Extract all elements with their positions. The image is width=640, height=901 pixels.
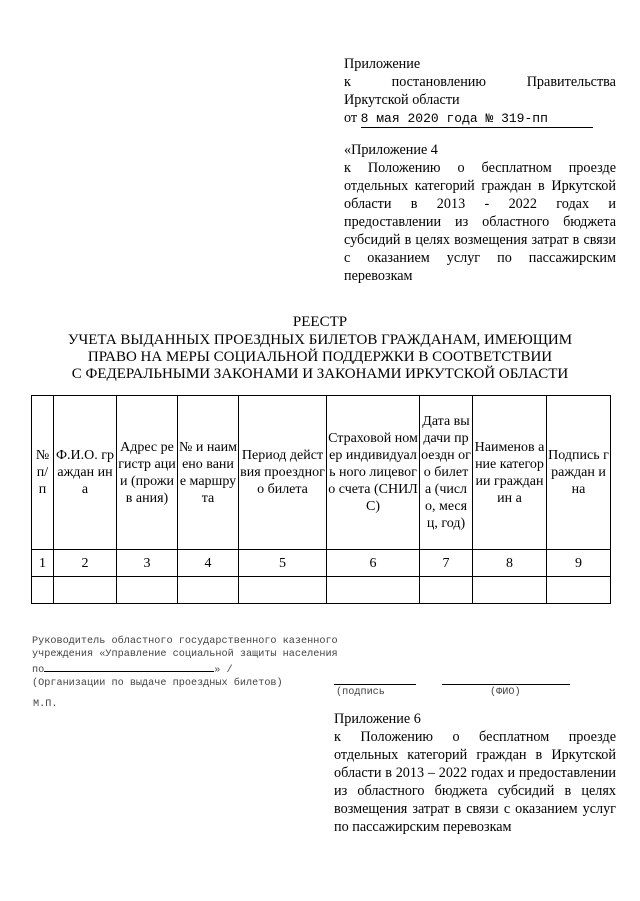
footer-line-3 xyxy=(32,661,392,677)
registry-title-2: УЧЕТА ВЫДАННЫХ ПРОЕЗДНЫХ БИЛЕТОВ ГРАЖДАНАМ, ИМЕЮЩИМ xyxy=(67,332,573,348)
number-cell: 3 xyxy=(117,550,178,577)
empty-cell xyxy=(547,577,611,604)
registry-table xyxy=(31,395,611,604)
header-cell: Период действия проездного билета xyxy=(239,396,327,550)
empty-cell xyxy=(420,577,473,604)
signature-line xyxy=(334,684,416,685)
footer-line-4: (Организации по выдаче проездных билетов) xyxy=(32,678,283,689)
empty-cell xyxy=(239,577,327,604)
number-cell: 7 xyxy=(420,550,473,577)
table-header-row xyxy=(32,396,611,550)
header-k: к xyxy=(344,74,351,90)
header-decree: постановлению xyxy=(391,74,486,90)
appendix6-title: Приложение 6 xyxy=(334,711,421,727)
empty-cell xyxy=(54,577,117,604)
registry-title-1: РЕЕСТР xyxy=(292,314,348,330)
number-cell: 2 xyxy=(54,550,117,577)
empty-cell xyxy=(473,577,547,604)
header-region: Иркутской области xyxy=(344,92,460,108)
header-cell: № и наимено вание маршру та xyxy=(178,396,239,550)
empty-cell xyxy=(32,577,54,604)
footer-po: по xyxy=(32,665,45,676)
number-cell: 5 xyxy=(239,550,327,577)
header-cell: Адрес регистр ации (прожив ания) xyxy=(117,396,178,550)
header-date-text: 8 мая 2020 года № 319-пп xyxy=(360,111,548,126)
footer-org-blank xyxy=(44,661,214,672)
header-decree-line xyxy=(344,73,616,91)
header-cell: Ф.И.О. граждан ина xyxy=(54,396,117,550)
appendix4-block xyxy=(344,141,616,285)
number-cell: 6 xyxy=(327,550,420,577)
empty-cell xyxy=(117,577,178,604)
header-date-line xyxy=(344,109,616,128)
appendix6-block xyxy=(334,710,616,836)
header-cell: Страховой номер индивидуаль ного лицевого счета (СНИЛС) xyxy=(327,396,420,550)
name-line xyxy=(442,684,570,685)
header-date-prefix: от xyxy=(344,110,358,126)
header-cell: Подпись граждан ина xyxy=(547,396,611,550)
header-government: Правительства xyxy=(526,74,616,90)
name-label: (ФИО) xyxy=(490,687,521,698)
empty-cell xyxy=(178,577,239,604)
registry-title-3: ПРАВО НА МЕРЫ СОЦИАЛЬНОЙ ПОДДЕРЖКИ В СООТВЕТСТВИИ xyxy=(87,349,553,365)
header-cell: Наименов ание категории гражданин а xyxy=(473,396,547,550)
registry-title-4: С ФЕДЕРАЛЬНЫМИ ЗАКОНАМИ И ЗАКОНАМИ ИРКУТСКОЙ ОБЛАСТИ xyxy=(71,366,569,382)
number-cell: 8 xyxy=(473,550,547,577)
appendix4-title: «Приложение 4 xyxy=(344,142,438,158)
empty-cell xyxy=(327,577,420,604)
signature-label: (подпись xyxy=(336,687,385,698)
table-empty-row xyxy=(32,577,611,604)
number-cell: 1 xyxy=(32,550,54,577)
number-cell: 9 xyxy=(547,550,611,577)
appendix4-text: к Положению о бесплатном проезде отдельных категорий граждан в Иркутской области в 2013 - 2022 годах и предоставлении из областного бюджета субсидий в целях возмещения затрат в связи с оказанием услуг по пассажирским перевозкам xyxy=(344,160,616,284)
header-cell: № п/ п xyxy=(32,396,54,550)
header-appendix-label: Приложение xyxy=(344,56,421,72)
number-cell: 4 xyxy=(178,550,239,577)
header-block xyxy=(344,55,616,128)
table-number-row xyxy=(32,550,611,577)
stamp-label: М.П. xyxy=(33,699,58,710)
header-cell: Дата выдачи проездн ого билета (число, месяц, год) xyxy=(420,396,473,550)
header-date-value xyxy=(361,111,593,128)
footer-line-1: Руководитель областного государственного казенного xyxy=(32,636,338,647)
appendix6-text: к Положению о бесплатном проезде отдельных категорий граждан в Иркутской области в 2013 – 2022 годах и предоставлении из областного бюджета субсидий в целях возмещения затрат в связи с оказанием услуг по пассажирским перевозкам xyxy=(334,729,616,835)
footer-block xyxy=(32,635,392,690)
footer-quote: » / xyxy=(214,665,233,676)
footer-line-2: учреждения «Управление социальной защиты населения xyxy=(32,649,338,660)
